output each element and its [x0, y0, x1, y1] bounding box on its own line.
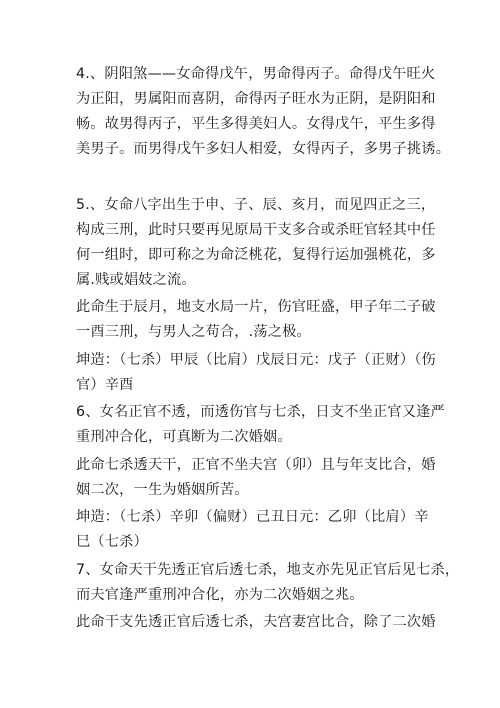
text-line-3: 畅。故男得丙子，平生多得美妇人。女得戊午，平生多得 — [76, 116, 436, 132]
text-line-19: 7、女命天干先透正官后透七杀，地支亦先见正官后见七杀， — [76, 562, 460, 578]
text-line-21: 此命干支先透正官后透七杀，夫宫妻宫比合，除了二次婚 — [76, 614, 436, 630]
text-line-18: 巳（七杀） — [76, 534, 148, 550]
text-line-13: 6、女名正官不透，而透伤官与七杀，日支不坐正官又逢严 — [76, 404, 445, 420]
text-line-14: 重刑冲合化，可真断为二次婚姻。 — [76, 429, 292, 445]
text-line-17: 坤造：（七杀）辛卯（偏财）己丑日元：乙卯（比肩）辛 — [76, 509, 429, 525]
text-line-12: 官）辛酉 — [76, 377, 134, 393]
text-line-5: 5.、女命八字出生于申、子、辰、亥月，而见四正之三， — [76, 197, 436, 213]
text-line-6: 构成三刑，此时只要再见原局干支多合或杀旺官轻其中任 — [76, 222, 436, 238]
text-line-15: 此命七杀透天干，正官不坐夫宫（卯）且与年支比合，婚 — [76, 457, 436, 473]
text-line-9: 此命生于辰月，地支水局一片，伤官旺盛，甲子年二子破 — [76, 299, 436, 315]
text-line-16: 姻二次，一生为婚姻所苦。 — [76, 482, 249, 498]
text-line-1: 4.、阴阳煞——女命得戊午，男命得丙子。命得戊午旺火 — [76, 66, 436, 82]
text-line-8: 属.贱或娼妓之流。 — [76, 272, 196, 288]
text-line-20: 而夫官逢严重刑冲合化，亦为二次婚姻之兆。 — [76, 587, 364, 603]
text-line-2: 为正阳，男属阳而喜阴，命得丙子旺水为正阴，是阴阳和 — [76, 91, 436, 107]
text-line-7: 何一组时，即可称之为命泛桃花，复得行运加强桃花，多 — [76, 247, 436, 263]
text-line-10: 一酉三刑，与男人之苟合，.荡之极。 — [76, 324, 311, 340]
text-line-4: 美男子。而男得戊午多妇人相爱，女得丙子，多男子挑诱。 — [76, 141, 451, 157]
text-line-11: 坤造：（七杀）甲辰（比肩）戊辰日元：戊子（正财）（伤 — [76, 352, 436, 368]
